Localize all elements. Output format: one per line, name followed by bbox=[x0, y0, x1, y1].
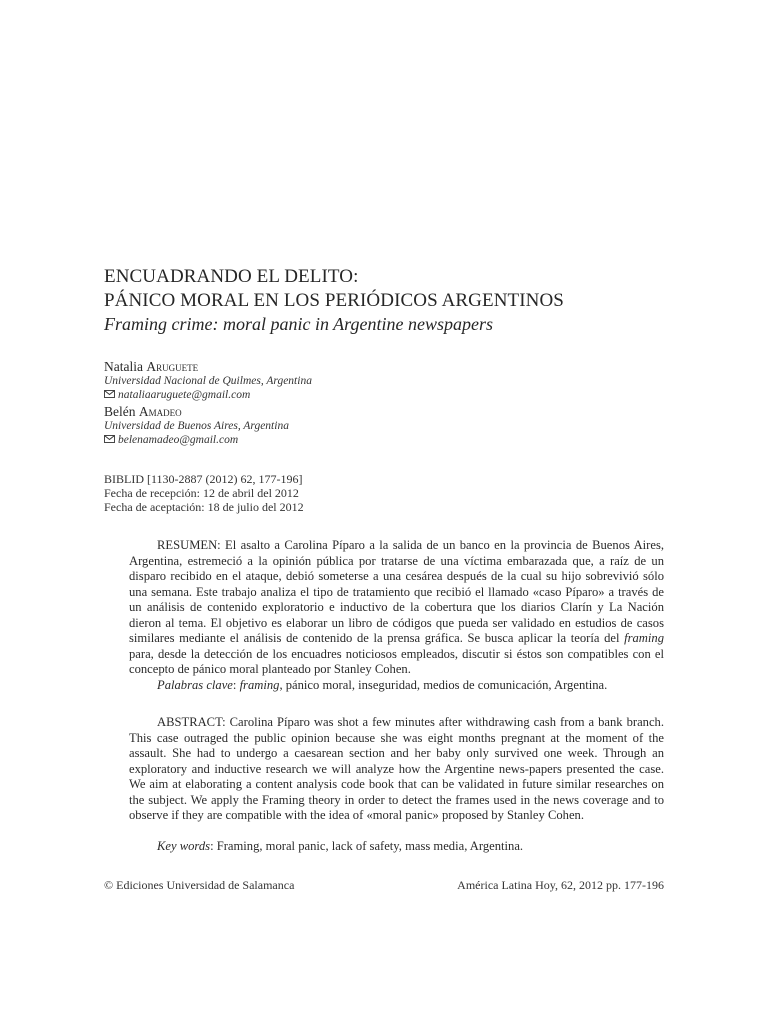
biblid-line: BIBLID [1130-2887 (2012) 62, 177-196] bbox=[104, 472, 303, 486]
palabras-clave bbox=[157, 678, 667, 693]
author-1-email bbox=[104, 389, 250, 401]
footer-journal-citation: América Latina Hoy, 62, 2012 pp. 177-196 bbox=[457, 878, 664, 892]
abstract-text: ABSTRACT: Carolina Píparo was shot a few minutes after withdrawing cash from a bank branch. This case outraged the public opinion because she was eight months pregnant at the moment of the assault. She had to undergo a caesarean section and her baby only survived one week. Through an exploratory and inductive research we will analyze how the Argentine news-papers presented the case. We aim at elaborating a content analysis code book that can be validated in future similar researches on the subject. We apply the Framing theory in order to detect the frames used in the news coverage and to observe if they are compatible with the idea of «moral panic» proposed by Stanley Cohen. bbox=[129, 715, 664, 822]
title-line-2: PÁNICO MORAL EN LOS PERIÓDICOS ARGENTINOS bbox=[104, 290, 564, 311]
author-2-affiliation: Universidad de Buenos Aires, Argentina bbox=[104, 420, 289, 432]
author-2-email bbox=[104, 434, 238, 446]
author-2-email-text[interactable]: belenamadeo@gmail.com bbox=[118, 434, 239, 446]
envelope-icon bbox=[104, 390, 115, 398]
palabras-clave-sep: : bbox=[232, 678, 240, 692]
resumen-framing-term: framing bbox=[624, 631, 664, 645]
accepted-date: Fecha de aceptación: 18 de julio del 2012 bbox=[104, 500, 304, 514]
abstract-paragraph bbox=[129, 715, 664, 824]
resumen-text-1: RESUMEN: El asalto a Carolina Píparo a la salida de un banco en la provincia de Buenos Aires, Argentina, estremeció a la opinión pública por tratarse de una víctima embarazada que, a raíz de un disparo recibido en el ataque, debió someterse a una cesárea después de la cual su hijo sobrevivió sólo una semana. Este trabajo analiza el tipo de tratamiento que recibió el llamado «caso Píparo» a través de un análisis de contenido exploratorio e inductivo de la cobertura que los diarios Clarín y La Nación dieron al tema. El objetivo es elaborar un libro de códigos que pueda ser validado en estudios de casos similares mediante el análisis de contenido de la prensa gráfica. Se busca aplicar la teoría del bbox=[129, 538, 664, 645]
palabras-clave-framing: framing bbox=[239, 678, 280, 692]
author-2-surname: Amadeo bbox=[138, 404, 182, 419]
title-line-1: ENCUADRANDO EL DELITO: bbox=[104, 266, 359, 287]
footer-copyright: © Ediciones Universidad de Salamanca bbox=[104, 878, 295, 892]
author-1-name bbox=[104, 359, 198, 375]
key-words-label: Key words bbox=[157, 839, 211, 853]
english-title: Framing crime: moral panic in Argentine newspapers bbox=[104, 314, 493, 334]
palabras-clave-rest: , pánico moral, inseguridad, medios de comunicación, Argentina. bbox=[279, 678, 608, 692]
envelope-icon bbox=[104, 435, 115, 443]
resumen-paragraph bbox=[129, 538, 664, 678]
author-2-name bbox=[104, 404, 182, 420]
key-words-rest: : Framing, moral panic, lack of safety, mass media, Argentina. bbox=[210, 839, 524, 853]
author-1-affiliation: Universidad Nacional de Quilmes, Argentina bbox=[104, 375, 312, 387]
author-1-surname: Aruguete bbox=[146, 359, 199, 374]
palabras-clave-label: Palabras clave bbox=[157, 678, 233, 692]
key-words bbox=[157, 839, 667, 854]
author-1-email-text[interactable]: nataliaaruguete@gmail.com bbox=[118, 389, 251, 401]
author-2-given-name: Belén bbox=[104, 404, 136, 419]
author-1-given-name: Natalia bbox=[104, 359, 143, 374]
resumen-text-2: para, desde la detección de los encuadres noticiosos empleados, discutir si éstos son compatibles con el concepto de pánico moral planteado por Stanley Cohen. bbox=[129, 646, 664, 676]
received-date: Fecha de recepción: 12 de abril del 2012 bbox=[104, 486, 299, 500]
